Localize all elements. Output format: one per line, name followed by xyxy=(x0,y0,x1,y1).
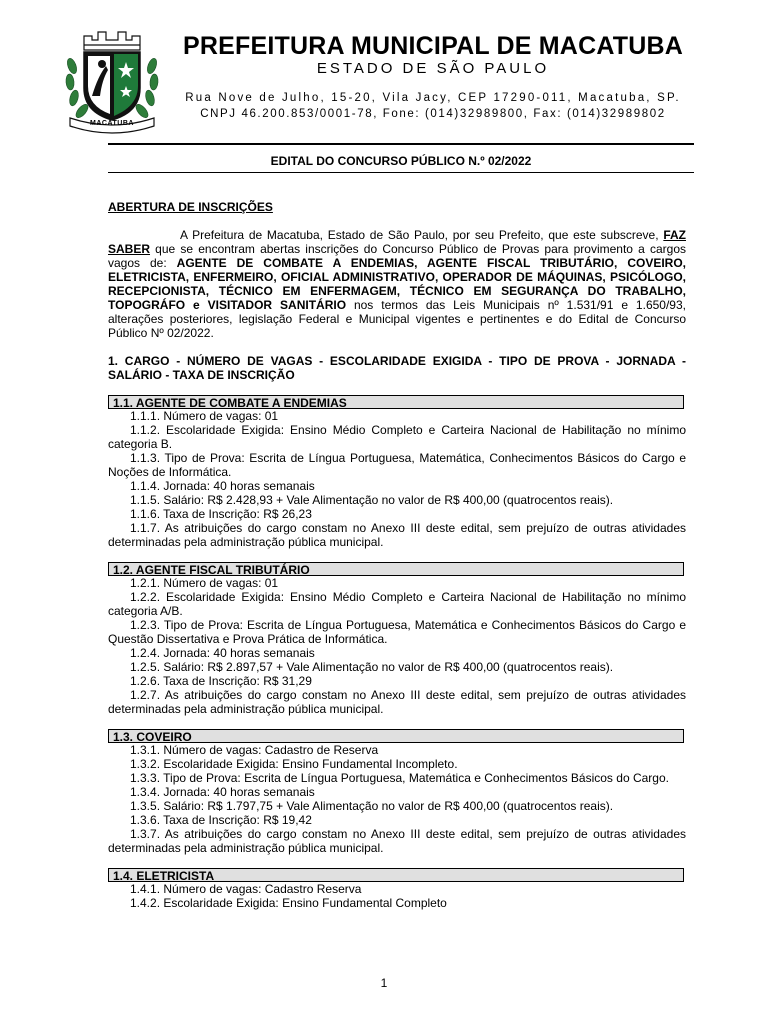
cargo-item: 1.1.6. Taxa de Inscrição: R$ 26,23 xyxy=(130,507,312,521)
contact-line: CNPJ 46.200.853/0001-78, Fone: (014)32989800, Fax: (014)32989802 xyxy=(200,108,666,120)
cargo-item: 1.2.3. Tipo de Prova: Escrita de Língua Portuguesa, Matemática e Conhecimentos Básicos do Cargo e Questão Dissertativa e Prova Prática de Informática. xyxy=(108,618,686,646)
faz-saber-text: FAZ SABER xyxy=(108,228,686,256)
address-line: Rua Nove de Julho, 15-20, Vila Jacy, CEP 17290-011, Macatuba, SP. xyxy=(185,92,681,104)
cargo-item: 1.3.1. Número de vagas: Cadastro de Reserva xyxy=(130,743,379,757)
cargo-item: 1.3.3. Tipo de Prova: Escrita de Língua Portuguesa, Matemática e Conhecimentos Básicos do Cargo. xyxy=(130,771,669,785)
coat-of-arms-icon xyxy=(62,26,162,134)
abertura-text-3: nos termos das Leis Municipais nº 1.531/91 e 1.650/93, alterações posteriores, legislação Federal e Municipal vigentes e pertinentes e do Edital de Concurso Público Nº 02/2022. xyxy=(108,298,686,340)
document-body xyxy=(108,200,686,910)
abertura-text-1: A Prefeitura de Macatuba, Estado de São Paulo, por seu Prefeito, que este subscreve, xyxy=(180,228,659,242)
cargo-item: 1.2.4. Jornada: 40 horas semanais xyxy=(130,646,315,660)
crest-ribbon-text: MACATUBA xyxy=(90,120,134,127)
cargo-item: 1.4.1. Número de vagas: Cadastro Reserva xyxy=(130,882,362,896)
cargo-item: 1.2.1. Número de vagas: 01 xyxy=(130,576,279,590)
cargo-item: 1.4.2. Escolaridade Exigida: Ensino Fundamental Completo xyxy=(130,896,447,910)
cargos-list-text: AGENTE DE COMBATE A ENDEMIAS, AGENTE FISCAL TRIBUTÁRIO, COVEIRO, ELETRICISTA, ENFERMEIRO, OFICIAL ADMINISTRATIVO, OPERADOR DE MÁQUINAS, PSICÓLOGO, RECEPCIONISTA, TÉCNICO EM ENFERMAGEM, TÉCNICO EM SEGURANÇA DO TRABALHO, TOPOGRÁFO e VISITADOR SANITÁRIO xyxy=(108,256,686,312)
cargo-item: 1.3.2. Escolaridade Exigida: Ensino Fundamental Incompleto. xyxy=(130,757,458,771)
cargo-heading: 1.3. COVEIRO xyxy=(108,729,684,743)
state-subtitle: ESTADO DE SÃO PAULO xyxy=(316,60,550,77)
edital-divider xyxy=(108,172,694,173)
cargo-item: 1.1.1. Número de vagas: 01 xyxy=(130,409,279,423)
cargo-heading: 1.1. AGENTE DE COMBATE A ENDEMIAS xyxy=(108,395,684,409)
page-title: PREFEITURA MUNICIPAL DE MACATUBA xyxy=(183,32,683,60)
cargos-list xyxy=(108,395,686,910)
header-divider xyxy=(108,143,694,145)
cargo-item: 1.2.5. Salário: R$ 2.897,57 + Vale Alimentação no valor de R$ 400,00 (quatrocentos reais). xyxy=(130,660,614,674)
cargo-item: 1.3.6. Taxa de Inscrição: R$ 19,42 xyxy=(130,813,312,827)
abertura-text-2: que se encontram abertas inscrições do Concurso Público de Provas para provimento a cargos vagos de: xyxy=(108,242,686,270)
cargo-item: 1.1.7. As atribuições do cargo constam no Anexo III deste edital, sem prejuízo de outras atividades determinadas pela administração pública municipal. xyxy=(108,521,686,549)
cargo-item: 1.1.4. Jornada: 40 horas semanais xyxy=(130,479,315,493)
cargo-item: 1.2.6. Taxa de Inscrição: R$ 31,29 xyxy=(130,674,312,688)
cargo-item: 1.3.7. As atribuições do cargo constam no Anexo III deste edital, sem prejuízo de outras atividades determinadas pela administração pública municipal. xyxy=(108,827,686,855)
abertura-paragraph xyxy=(108,228,686,340)
section-1-heading: 1. CARGO - NÚMERO DE VAGAS - ESCOLARIDADE EXIGIDA - TIPO DE PROVA - JORNADA - SALÁRIO - TAXA DE INSCRIÇÃO xyxy=(108,354,686,382)
cargo-item: 1.1.5. Salário: R$ 2.428,93 + Vale Alimentação no valor de R$ 400,00 (quatrocentos reais). xyxy=(130,493,614,507)
cargo-heading: 1.2. AGENTE FISCAL TRIBUTÁRIO xyxy=(108,562,684,576)
abertura-heading: ABERTURA DE INSCRIÇÕES xyxy=(108,200,273,214)
cargo-item: 1.1.2. Escolaridade Exigida: Ensino Médio Completo e Carteira Nacional de Habilitação no mínimo categoria B. xyxy=(108,423,686,451)
cargo-item: 1.3.4. Jornada: 40 horas semanais xyxy=(130,785,315,799)
cargo-item: 1.1.3. Tipo de Prova: Escrita de Língua Portuguesa, Matemática, Conhecimentos Básicos do Cargo e Noções de Informática. xyxy=(108,451,686,479)
page-number: 1 xyxy=(380,976,388,990)
cargo-item: 1.2.7. As atribuições do cargo constam no Anexo III deste edital, sem prejuízo de outras atividades determinadas pela administração pública municipal. xyxy=(108,688,686,716)
cargo-heading: 1.4. ELETRICISTA xyxy=(108,868,684,882)
cargo-item: 1.3.5. Salário: R$ 1.797,75 + Vale Alimentação no valor de R$ 400,00 (quatrocentos reais). xyxy=(130,799,614,813)
cargo-item: 1.2.2. Escolaridade Exigida: Ensino Médio Completo e Carteira Nacional de Habilitação no mínimo categoria A/B. xyxy=(108,590,686,618)
edital-title: EDITAL DO CONCURSO PÚBLICO N.º 02/2022 xyxy=(270,154,532,168)
